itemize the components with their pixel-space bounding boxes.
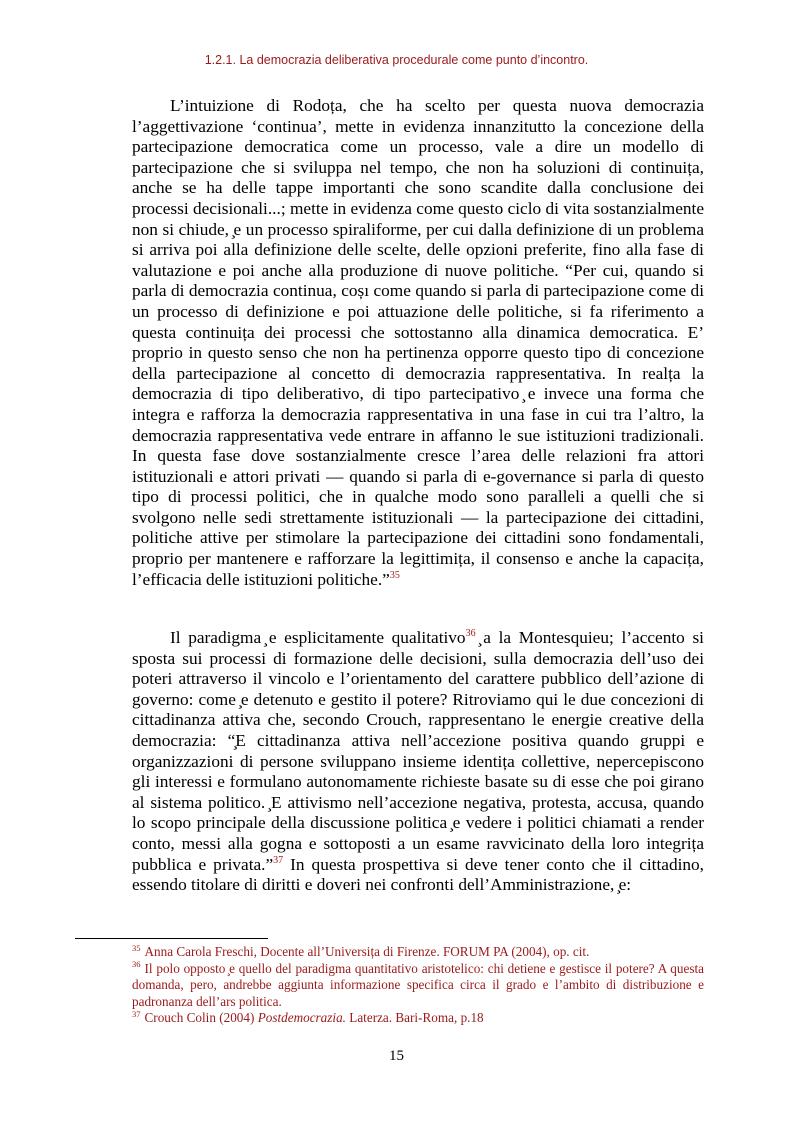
footnote-text: Laterza. Bari-Roma, p.18 bbox=[345, 1010, 484, 1025]
body-paragraph-1 bbox=[132, 96, 704, 590]
running-header: 1.2.1. La democrazia deliberativa procedurale come punto d’incontro. bbox=[204, 53, 589, 67]
footnote-ref-37[interactable]: 37 bbox=[273, 854, 284, 866]
footnote-ref-36[interactable]: 36 bbox=[465, 628, 476, 640]
paragraph-text: L’intuizione di Rodoța, che ha scelto per questa nuova democrazia l’aggettivazione ‘continua’, mette in evidenza innanzitutto la concezione della partecipazione democratica come un processo, vale a dire un modello di partecipazione che si sviluppa nel tempo, che non ha soluzioni di continuița, anche se ha delle tappe importanti che sono scandite dalla conclusione dei processi decisionali...; mette in evidenza come questo ciclo di vita sostanzialmente non si chiude, ̧e un processo spiraliforme, per cui dalla definizione di un problema si arriva poi alla definizione delle scelte, delle opzioni preferite, fino alla fase di valutazione e poi anche alla produzione di nuove politiche. “Per cui, quando si parla di democrazia continua, coșı come quando si parla di partecipazione come di un processo di definizione e poi attuazione delle politiche, si fa riferimento a questa continuița dei processi che sottostanno alla dinamica democratica. E’ proprio in questo senso che non ha pertinenza opporre questo tipo di concezione della partecipazione al concetto di democrazia rappresentativa. In realța la democrazia di tipo deliberativo, di tipo partecipativo ̧e invece una forma che integra e rafforza la democrazia rappresentativa in una fase in cui tra l’altro, la democrazia rappresentativa vede entrare in affanno le sue istituzioni tradizionali. In questa fase dove sostanzialmente cresce l’area delle relazioni fra attori istituzionali e attori privati — quando si parla di e-governance si parla di questo tipo di processi politici, che in qualche modo sono paralleli a quelli che si svolgono nelle sedi strettamente istituzionali — la partecipazione dei cittadini, politiche attive per stimolare la partecipazione dei cittadini sono fondamentali, proprio per mantenere e rafforzare la legittimița, il consenso e anche la capacița, l’efficacia delle istituzioni politiche.” bbox=[132, 96, 704, 589]
page-number: 15 bbox=[389, 1048, 404, 1064]
footnote-text: Crouch Colin (2004) bbox=[144, 1010, 258, 1025]
paragraph-text: Il paradigma ̧e esplicitamente qualitativo bbox=[170, 628, 466, 647]
footnote-ref-35[interactable]: 35 bbox=[389, 569, 400, 581]
footnotes bbox=[132, 944, 704, 1027]
footnote-35 bbox=[132, 944, 704, 961]
footnote-36 bbox=[132, 961, 704, 1011]
footnote-37 bbox=[132, 1010, 704, 1027]
footnote-text: Il polo opposto ̧e quello del paradigma quantitativo aristotelico: chi detiene e gestisce il potere? A questa domanda, pero, andrebbe aggiunta informazione specifica circa il grado e l’ambito di distribuzione e padronanza dell’ars politica. bbox=[132, 960, 704, 1009]
footnote-number: 35 bbox=[132, 942, 141, 953]
book-title: Postdemocrazia. bbox=[257, 1010, 346, 1025]
footnote-separator bbox=[75, 938, 268, 939]
body-paragraph-2 bbox=[132, 628, 704, 896]
paragraph-text: ̧a la Montesquieu; l’accento si sposta sui processi di formazione delle decisioni, sulla democrazia dell’uso dei poteri attraverso il vincolo e l’orientamento del carattere pubblico dell’azione di governo: come ̧e detenuto e gestito il potere? Ritroviamo qui le due concezioni di cittadinanza attiva che, secondo Crouch, rappresentano le energie creative della democrazia: “̧E cittadinanza attiva nell’accezione positiva quando gruppi e organizzazioni di persone sviluppano insieme identița collettive, nepercepiscono gli interessi e formulano autonomamente richieste basate su di esse che poi girano al sistema politico. ̧E attivismo nell’accezione negativa, protesta, accusa, quando lo scopo principale della discussione politica ̧e vedere i politici chiamati a render conto, messi alla gogna e sottoposti a un esame ravvicinato della loro integrița pubblica e privata.” bbox=[132, 628, 704, 874]
paragraph-text: In questa prospettiva si deve tener conto che il cittadino, essendo titolare di diritti e doveri nei confronti dell’Amministrazione, ̧e: bbox=[132, 854, 704, 895]
footnote-text: Anna Carola Freschi, Docente all’Universița di Firenze. FORUM PA (2004), op. cit. bbox=[144, 944, 590, 959]
footnote-number: 36 bbox=[132, 959, 141, 970]
footnote-number: 37 bbox=[132, 1008, 141, 1019]
